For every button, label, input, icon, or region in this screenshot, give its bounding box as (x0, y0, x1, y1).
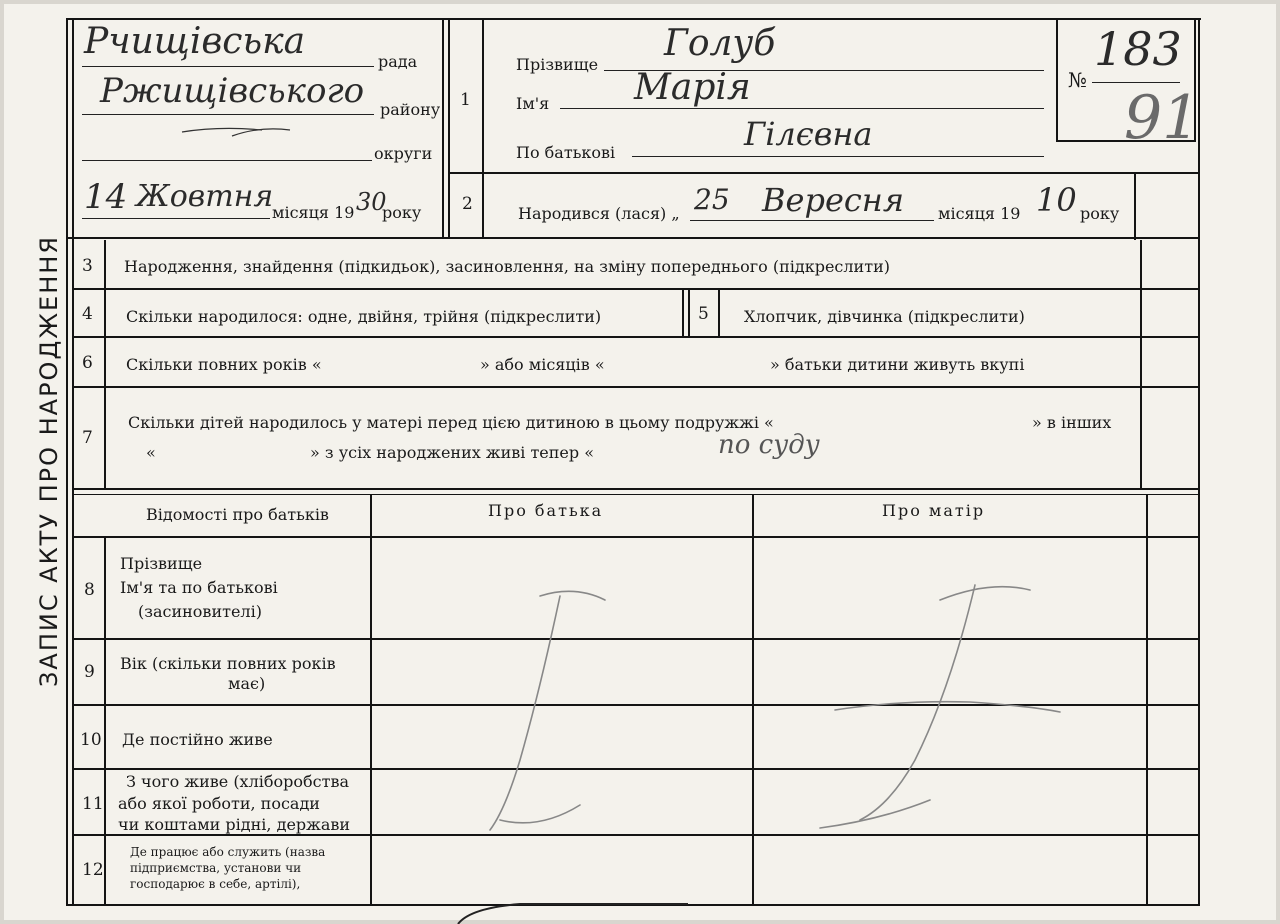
parents-row9-line1: Вік (скільки повних років (120, 654, 336, 673)
row-number-10: 10 (80, 730, 102, 750)
raion-label: району (380, 100, 441, 119)
council-label: рада (378, 52, 418, 71)
surname-handwritten: Голуб (664, 23, 776, 64)
row-number-2: 2 (462, 194, 473, 214)
sex-text: Хлопчик, дівчинка (підкреслити) (744, 307, 1025, 326)
date-year-handwritten: 30 (356, 188, 387, 216)
parents-row11-line3: чи коштами рідні, держави (118, 815, 351, 834)
parents-row9-line2: має) (228, 674, 266, 693)
surname-label: Прізвище (516, 55, 599, 74)
born-day-handwritten: 25 (694, 183, 730, 216)
parents-row8-line1: Прізвище (120, 554, 203, 573)
side-title: ЗАПИС АКТУ ПРО НАРОДЖЕННЯ (35, 235, 63, 687)
raion-handwritten: Ржищівського (100, 71, 365, 111)
parents-header-info: Відомості про батьків (146, 505, 329, 524)
born-month-handwritten: Вересня (762, 181, 905, 219)
birth-count-text: Скільки народилося: одне, двійня, трійня (підкреслити) (126, 307, 602, 326)
parents-row12-line2: підприємства, установи чи (130, 861, 302, 875)
parents-row8-line3: (засиновителі) (138, 602, 262, 621)
children-line1: Скільки дітей народилось у матері перед цією дитиною в цьому подружжі « (128, 413, 774, 432)
patronymic-handwritten: Гілєвна (744, 115, 873, 153)
patronymic-label: По батькові (516, 143, 616, 162)
parents-row11-line1: З чого живе (хліборобства (126, 772, 349, 791)
date-year-label: року (382, 203, 422, 222)
cohabitation-end-text: » батьки дитини живуть вкупі (770, 355, 1025, 374)
parents-row10-line1: Де постійно живе (122, 730, 273, 749)
record-number-handwritten: 183 (1094, 22, 1182, 76)
row-number-3: 3 (82, 256, 93, 276)
cohabitation-years-text: Скільки повних років « (126, 355, 322, 374)
born-label: Народився (лася) „ (518, 204, 680, 223)
date-month-label: місяця 19 (272, 203, 355, 222)
children-line2-open: « (146, 443, 156, 462)
born-year-label: року (1080, 204, 1120, 223)
record-number-prefix: № (1068, 68, 1087, 92)
row-number-12: 12 (82, 860, 104, 880)
row-number-4: 4 (82, 304, 93, 324)
parents-row8-line2: Ім'я та по батькові (120, 578, 278, 597)
parents-row12-line3: господарює в себе, артілі), (130, 877, 301, 891)
okruha-label: округи (374, 144, 433, 163)
record-number-margin-note: 91 (1124, 83, 1201, 153)
parents-row11-line2: або якої роботи, посади (118, 794, 320, 813)
row-number-6: 6 (82, 353, 93, 373)
children-line1-end: » в інших (1032, 413, 1112, 432)
name-handwritten: Марія (634, 67, 751, 108)
row-number-9: 9 (84, 662, 95, 682)
row-number-5: 5 (698, 304, 709, 324)
date-month-handwritten: Жовтня (136, 179, 274, 214)
row-number-8: 8 (84, 580, 95, 600)
children-line2-text: » з усіх народжених живі тепер « (310, 443, 595, 462)
born-year-handwritten: 10 (1036, 181, 1077, 219)
row-number-11: 11 (82, 794, 104, 814)
parents-header-father: Про батька (488, 501, 604, 520)
born-month-label: місяця 19 (938, 204, 1021, 223)
row-number-7: 7 (82, 428, 93, 448)
name-label: Ім'я (516, 94, 550, 113)
cohabitation-months-text: » або місяців « (480, 355, 605, 374)
date-day-handwritten: 14 (84, 177, 128, 217)
council-handwritten: Рчищівська (84, 21, 306, 62)
birth-type-text: Народження, знайдення (підкидьок), засиновлення, на зміну попереднього (підкреслити) (124, 257, 890, 276)
children-handwritten-note: по суду (718, 430, 820, 460)
row-number-1: 1 (460, 90, 471, 110)
parents-row12-line1: Де працює або служить (назва (130, 845, 326, 859)
parents-header-mother: Про матір (882, 501, 986, 520)
